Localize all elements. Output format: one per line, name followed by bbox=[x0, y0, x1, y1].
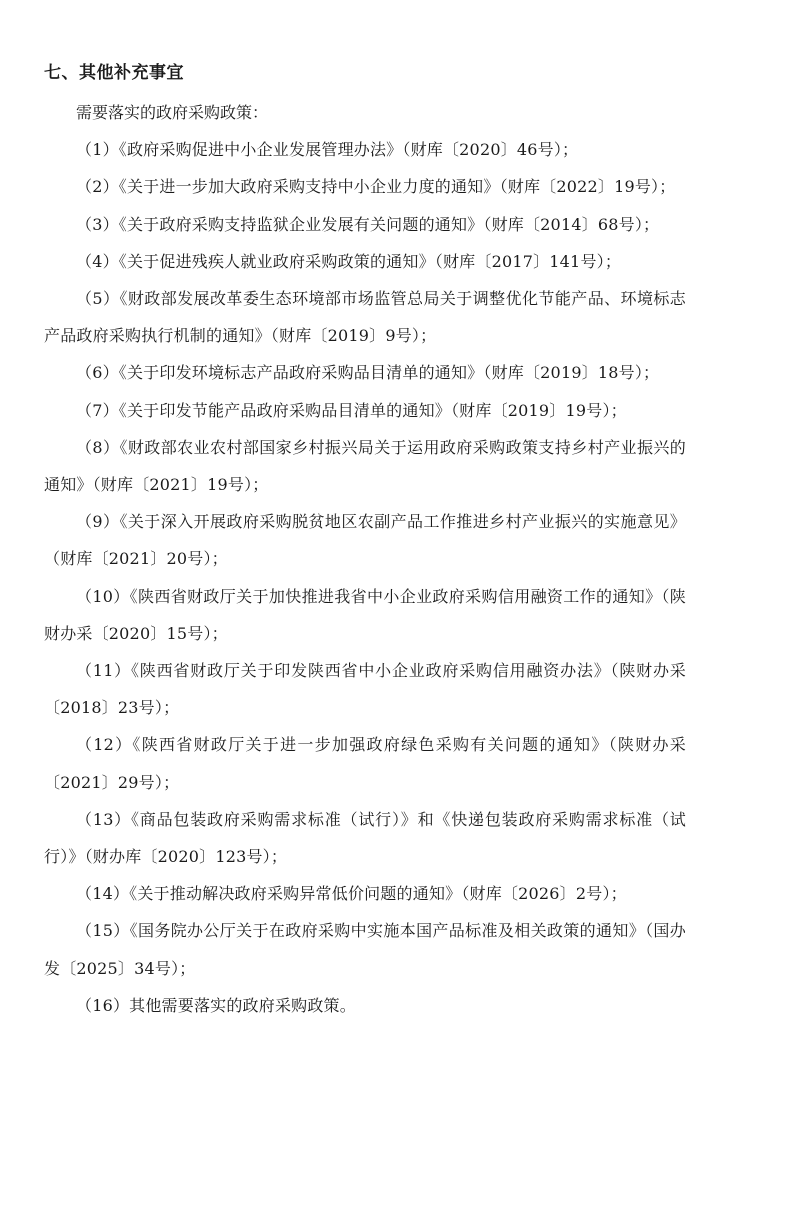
policy-item-8: （8）《财政部农业农村部国家乡村振兴局关于运用政府采购政策支持乡村产业振兴的通知》（财库〔2021〕19号）； bbox=[44, 437, 686, 495]
policy-list bbox=[44, 131, 686, 1024]
policy-item-9: （9）《关于深入开展政府采购脱贫地区农副产品工作推进乡村产业振兴的实施意见》（财库〔2021〕20号）； bbox=[44, 512, 686, 569]
policy-item-11: （11）《陕西省财政厅关于印发陕西省中小企业政府采购信用融资办法》（陕财办采〔2018〕23号）； bbox=[44, 661, 686, 718]
policy-item-6: （6）《关于印发环境标志产品政府采购品目清单的通知》（财库〔2019〕18号）； bbox=[76, 363, 660, 383]
policy-intro: 需要落实的政府采购政策： bbox=[76, 103, 269, 122]
policy-item-2: （2）《关于进一步加大政府采购支持中小企业力度的通知》（财库〔2022〕19号）； bbox=[76, 177, 676, 197]
policy-item-3: （3）《关于政府采购支持监狱企业发展有关问题的通知》（财库〔2014〕68号）； bbox=[76, 214, 660, 234]
section-heading: 七、其他补充事宜 bbox=[44, 63, 184, 83]
policy-item-5: （5）《财政部发展改革委生态环境部市场监管总局关于调整优化节能产品、环境标志产品政府采购执行机制的通知》（财库〔2019〕9号）； bbox=[44, 289, 686, 346]
policy-item-1: （1）《政府采购促进中小企业发展管理办法》（财库〔2020〕46号）； bbox=[76, 140, 579, 160]
policy-item-14: （14）《关于推动解决政府采购异常低价问题的通知》（财库〔2026〕2号）； bbox=[76, 884, 627, 904]
policy-item-12: （12）《陕西省财政厅关于进一步加强政府绿色采购有关问题的通知》（陕财办采〔2021〕29号）； bbox=[44, 735, 686, 792]
policy-item-15: （15）《国务院办公厅关于在政府采购中实施本国产品标准及相关政策的通知》（国办发〔2025〕34号）； bbox=[44, 921, 686, 978]
policy-item-16: （16）其他需要落实的政府采购政策。 bbox=[76, 995, 356, 1015]
policy-item-10: （10）《陕西省财政厅关于加快推进我省中小企业政府采购信用融资工作的通知》（陕财办采〔2020〕15号）； bbox=[44, 586, 686, 643]
policy-item-4: （4）《关于促进残疾人就业政府采购政策的通知》（财库〔2017〕141号）； bbox=[76, 251, 622, 271]
policy-item-7: （7）《关于印发节能产品政府采购品目清单的通知》（财库〔2019〕19号）； bbox=[76, 400, 627, 420]
policy-item-13: （13）《商品包装政府采购需求标准（试行）》和《快递包装政府采购需求标准（试行）》（财办库〔2020〕123号）； bbox=[44, 809, 686, 867]
document-content bbox=[44, 60, 686, 1024]
